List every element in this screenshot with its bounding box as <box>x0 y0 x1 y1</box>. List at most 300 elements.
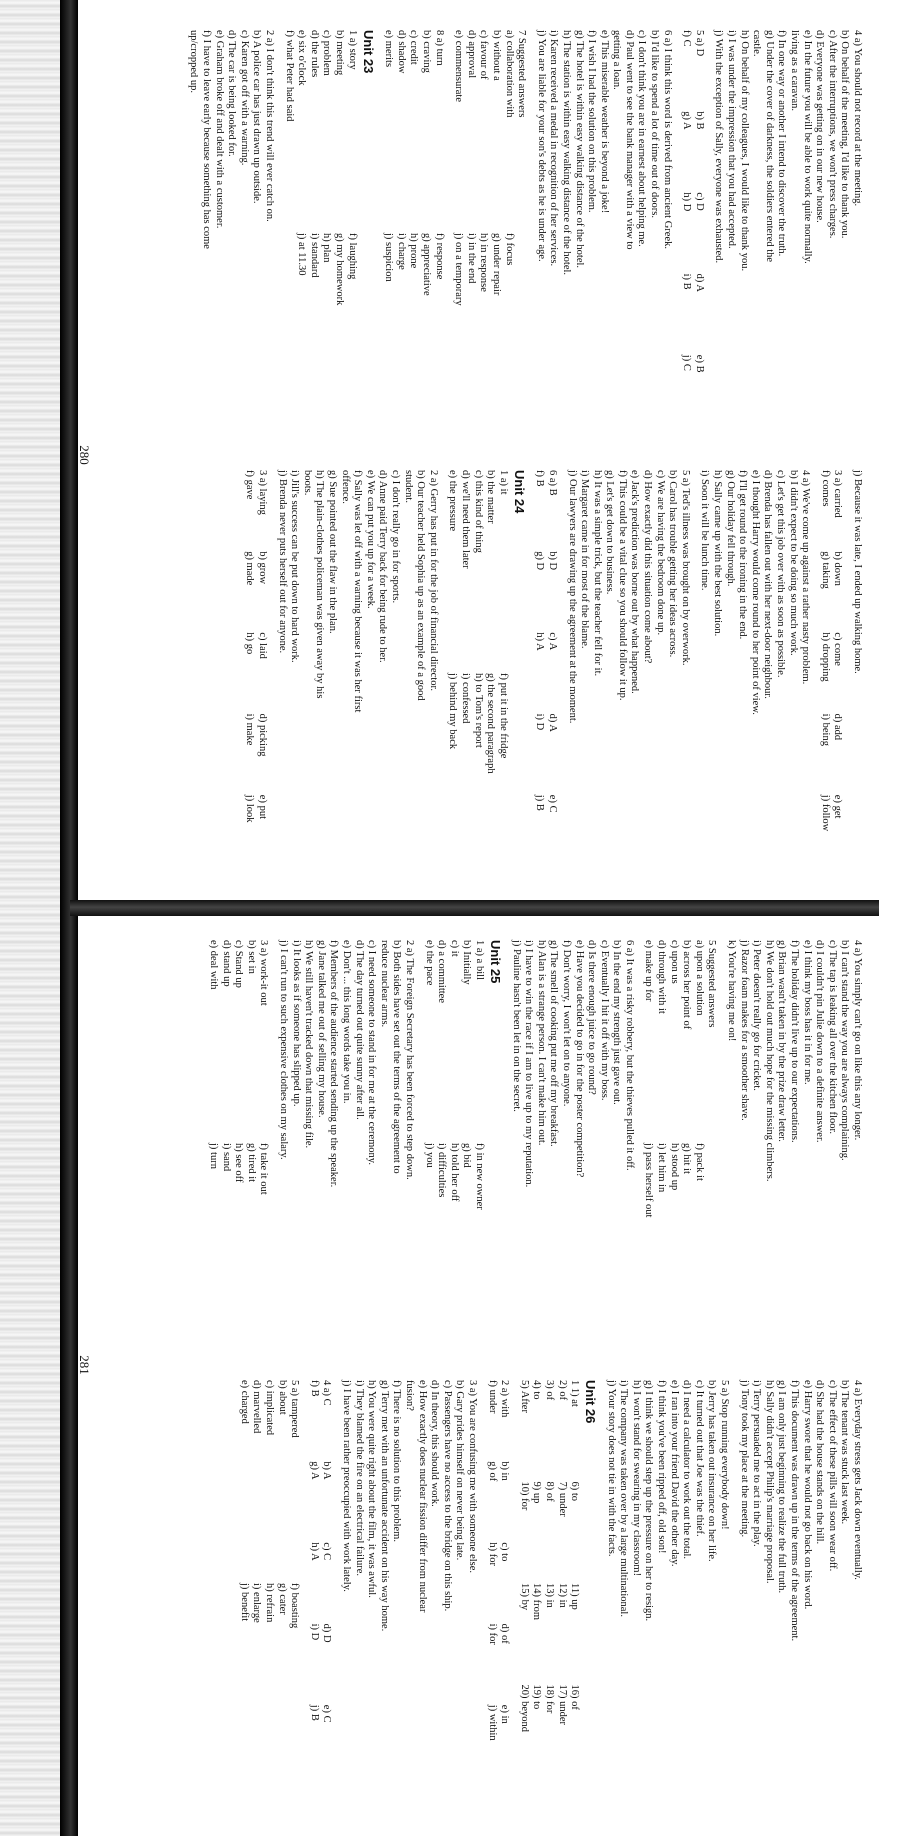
answer-line: 4 a) Everyday stress gets Jack down eventually. <box>852 1380 863 1580</box>
answer-cell: e) C <box>546 794 558 813</box>
answer-cell: 6 a) B <box>546 470 558 496</box>
answer-line: i) I was under the impression that you had accepted. <box>726 30 738 249</box>
answer-cell: c) implicated <box>264 1380 276 1436</box>
answer-cell: j) behind my back <box>447 673 459 750</box>
answer-line: h) I won't stand for swearing in my classroom! <box>630 1380 642 1577</box>
answer-cell: i) make <box>244 713 256 746</box>
answer-line: g) The smell of cooking put me off my breakfast. <box>548 940 560 1147</box>
answer-line: f) In one way or another I intend to discover the truth. <box>776 30 788 257</box>
answer-cell: 16) of <box>569 1684 581 1710</box>
answer-line: f) Don't worry, I won't let on to anyone. <box>560 940 572 1107</box>
answer-line: c) It turned out that Joe was the thief. <box>693 1380 705 1537</box>
answer-cell: g) tired it <box>245 1143 257 1183</box>
answer-cell: j) benefit <box>238 1583 250 1622</box>
answer-cell: j) B <box>308 1704 320 1721</box>
answer-line: 7 Suggested answers <box>516 30 528 118</box>
answer-line: f) This document was drawn up in the terms of the agreement. <box>789 1380 801 1642</box>
answer-cell: f) B <box>308 1380 320 1397</box>
answer-cell: h) A <box>308 1542 320 1561</box>
answer-line: b) Gary prides himself on never being late. <box>454 1380 466 1561</box>
spacer <box>843 470 850 870</box>
answer-cell: c) this kind of thing <box>472 470 484 553</box>
answer-cell: d) approval <box>465 30 477 79</box>
page-281-column-1 <box>110 940 863 1340</box>
answer-cell: j) at 11.30 <box>296 233 308 276</box>
answer-line: f) what Peter had said <box>283 30 295 122</box>
answer-cell: 9) up <box>531 1481 543 1504</box>
answer-line: e) Have you decided to go in for the poster competition? <box>573 940 585 1178</box>
answer-cell: b) the matter <box>485 470 497 524</box>
answer-cell: j) within <box>486 1704 498 1741</box>
answer-cell: 6) to <box>569 1481 581 1502</box>
unit-heading: Unit 26 <box>583 1380 599 1424</box>
answer-cell: c) to <box>499 1542 511 1562</box>
answer-line: f) I have to leave early because something has come <box>201 30 213 249</box>
answer-grid <box>307 1380 320 1780</box>
answer-line: e) I thought Harry would come round to her point of view. <box>749 470 761 715</box>
answer-cell: e) the pressure <box>447 470 459 532</box>
answer-line: i) They blamed the fire on an electrical failure. <box>353 1380 365 1577</box>
answer-grid <box>692 30 705 430</box>
answer-cell: b) meeting <box>334 30 346 76</box>
answer-cell: h) stood up <box>668 1143 680 1191</box>
unit-heading: Unit 25 <box>487 940 503 984</box>
answer-cell: d) through with it <box>656 940 668 1014</box>
answer-cell: h) prone <box>408 233 420 269</box>
answer-line: boots. <box>301 470 313 496</box>
answer-cell: b) craving <box>421 30 432 73</box>
answer-line: g) The hotel is within easy walking distance of the hotel. <box>573 30 585 269</box>
answer-cell: i) D <box>308 1623 320 1641</box>
answer-cell: c) D <box>693 192 705 211</box>
answer-line: d) Is there enough juice to go round? <box>586 940 598 1095</box>
answer-line: 4 a) We've come up against a rather nasty problem. <box>800 470 812 685</box>
answer-line: i) Jill's success can be put down to hard work. <box>289 470 301 663</box>
answer-line: living as a caravan. <box>789 30 801 112</box>
answer-cell: 18) for <box>543 1684 555 1714</box>
answer-grid <box>452 30 515 430</box>
answer-cell: b) Initially <box>461 940 473 985</box>
answer-cell: g) A <box>681 111 693 130</box>
answer-line: up/cropped up. <box>188 30 200 93</box>
answer-line: g) Let's get down to business. <box>604 470 616 595</box>
answer-line: g) Our holiday fell through. <box>724 470 736 587</box>
answer-grid <box>295 30 358 430</box>
answer-line: h) The station is within easy walking distance of the hotel. <box>560 30 572 276</box>
answer-cell: j) turn <box>208 1143 220 1169</box>
answer-cell: e) get <box>832 794 844 819</box>
spacer <box>269 940 276 1340</box>
book-spread <box>70 20 879 1816</box>
answer-line: fusion? <box>404 1380 415 1411</box>
answer-grid <box>243 470 256 870</box>
answer-line: h) On behalf of my colleagues, I would like to thank you. <box>738 30 750 272</box>
answer-cell: f) in new owner <box>473 1143 485 1210</box>
answer-line: f) This could be a vital clue so you should follow it up. <box>616 470 628 701</box>
answer-cell: g) bid <box>461 1143 473 1168</box>
answer-cell: 15) by <box>518 1583 530 1611</box>
answer-cell: i) charge <box>395 233 407 270</box>
answer-cell: b) without a <box>490 30 502 81</box>
answer-cell: j) you <box>423 1143 435 1168</box>
answer-line: h) The plain-clothes policeman was given away by his <box>314 470 326 699</box>
answer-cell: g) D <box>534 551 546 571</box>
answer-cell: h) go <box>244 632 256 655</box>
answer-cell: j) pass herself out <box>643 1143 655 1218</box>
answer-cell: 5 a) tampered <box>289 1380 301 1438</box>
spacer <box>635 940 642 1340</box>
spacer <box>332 1380 339 1780</box>
answer-cell: h) D <box>681 192 693 212</box>
answer-grid <box>237 1380 300 1780</box>
answer-cell: g) made <box>244 551 256 586</box>
answer-line: b) In the end my strength just gave out. <box>611 940 623 1105</box>
answer-cell: 1 1) at <box>569 1380 581 1407</box>
answer-cell: b) in <box>499 1461 511 1481</box>
unit-heading: Unit 23 <box>360 30 376 74</box>
answer-cell: i) B <box>681 273 693 290</box>
answer-cell: j) on a temporary <box>453 233 465 306</box>
answer-line: h) Sally came up with the best solution. <box>712 470 724 637</box>
answer-line: e) I ran into your friend David the other day. <box>668 1380 680 1567</box>
answer-line: i) Terry persuaded me to act in the play. <box>751 1380 763 1547</box>
answer-cell: e) B <box>693 354 705 373</box>
answer-line: reduce nuclear arms. <box>378 940 390 1028</box>
answer-line: h) You were quite right about the film, it was awful. <box>366 1380 378 1598</box>
answer-cell: d) picking <box>257 713 269 757</box>
answer-cell: h) plan <box>321 233 333 263</box>
answer-line: d) Paul went to see the bank manager with a view to <box>623 30 635 250</box>
answer-cell: c) Stand up <box>233 940 245 988</box>
answer-cell: 10) for <box>518 1481 530 1511</box>
answer-line: i) I have to win the race if I am to live up to my reputation. <box>523 940 535 1188</box>
answer-cell: e) merits <box>383 30 395 68</box>
answer-line: f) I'll get round to the ironing in the end. <box>737 470 749 640</box>
answer-line: b) Our teacher held Sophia up as an example of a good <box>415 470 427 701</box>
answer-cell: f) boasting <box>289 1583 301 1629</box>
answer-grid <box>831 470 844 870</box>
spacer <box>439 470 446 870</box>
answer-cell: b) set in <box>245 940 257 974</box>
answer-grid <box>422 940 485 1340</box>
answer-cell: i) standard <box>308 233 320 278</box>
spacer <box>415 940 422 1340</box>
spacer <box>478 1380 485 1780</box>
answer-cell: c) favour of <box>478 30 490 80</box>
answer-cell: 2 a) with <box>499 1380 511 1418</box>
answer-grid <box>818 470 831 870</box>
answer-cell: 11) up <box>569 1583 581 1610</box>
answer-line: h) Alan is a strange person. I can't make him out. <box>535 940 547 1146</box>
answer-cell: b) about <box>276 1380 288 1415</box>
answer-cell: b) D <box>546 551 558 571</box>
answer-line: c) I need someone to stand in for me at the ceremony. <box>366 940 378 1165</box>
answer-line: f) The holiday didn't live up to our expectations. <box>789 940 801 1143</box>
answer-cell: b) down <box>832 551 844 586</box>
answer-cell: 19) to <box>531 1684 543 1710</box>
answer-line: d) Brenda has fallen out with her next-door neighbour. <box>762 470 774 699</box>
answer-line: d) In theory, this should work. <box>429 1380 441 1507</box>
answer-cell: d) D <box>321 1623 333 1643</box>
answer-cell: b) across her point of <box>681 940 693 1030</box>
answer-grid <box>642 940 705 1340</box>
book-spine <box>70 900 879 916</box>
answer-line: c) We are having the bedroom done up. <box>654 470 666 636</box>
answer-line: j) You are liable for your son's debts as he is under age. <box>535 30 547 262</box>
answer-line: c) The effect of these pills will soon wear off. <box>826 1380 838 1572</box>
answer-grid <box>517 1380 580 1780</box>
spacer <box>558 470 565 870</box>
spacer <box>730 1380 737 1780</box>
answer-cell: h) refrain <box>264 1583 276 1623</box>
answer-cell: 8 a) turn <box>433 30 445 66</box>
answer-line: castle. <box>751 30 763 57</box>
spacer <box>275 30 282 430</box>
answer-cell: d) shadow <box>395 30 407 74</box>
answer-cell: i) confessed <box>459 673 471 724</box>
answer-line: e) In the future you will be able to work quite normally. <box>801 30 813 264</box>
answer-cell: b) A <box>321 1461 333 1480</box>
spacer <box>510 1380 517 1780</box>
answer-cell: 8) of <box>543 1481 555 1502</box>
answer-line: f) Sally was let off with a warning because it was her first <box>352 470 364 713</box>
answer-line: 4 a) You simply can't go on like this any longer. <box>852 940 863 1141</box>
answer-line: g) Brian wasn't taken in by the prize draw letter. <box>776 940 788 1142</box>
answer-line: b) Both sides have set out the terms of the agreement to <box>391 940 403 1174</box>
answer-grid <box>680 30 693 430</box>
answer-grid <box>320 1380 333 1780</box>
answer-line: e) Graham broke off and dealt with a customer. <box>213 30 225 229</box>
answer-cell: f) put it in the fridge <box>497 673 509 759</box>
answer-cell: i) difficulties <box>436 1143 448 1198</box>
answer-line: j) Pauline hasn't been let in on the secret. <box>510 940 522 1112</box>
answer-line: i) Soon it will be lunch time. <box>699 470 711 591</box>
answer-line: f) There is no solution to this problem. <box>391 1380 403 1542</box>
answer-line: c) After the interruptions, we won't press charges. <box>826 30 838 239</box>
answer-cell: h) in response <box>478 233 490 292</box>
answer-cell: 12) in <box>556 1583 568 1608</box>
answer-line: getting a loan. <box>611 30 623 90</box>
answer-cell: f) under <box>486 1380 498 1414</box>
answer-cell: d) marvelled <box>251 1380 263 1434</box>
answer-line: e) How exactly does nuclear fission differ from nuclear <box>416 1380 428 1613</box>
answer-line: c) The tap is leaking all over the kitchen floor. <box>826 940 838 1134</box>
answer-cell: e) in <box>499 1704 511 1724</box>
answer-line: f) Members of the audience started sending up the speaker. <box>328 940 340 1188</box>
answer-cell: i) D <box>534 713 546 731</box>
answer-cell: d) a committee <box>436 940 448 1003</box>
answer-line: i) Karen received a medal in recognition of her services. <box>548 30 560 267</box>
answer-cell: 1 a) a bill <box>473 940 485 980</box>
answer-cell: e) charged <box>238 1380 250 1424</box>
answer-cell: f) take it out <box>258 1143 270 1195</box>
answer-cell: i) sand <box>220 1143 232 1172</box>
answer-grid <box>545 470 558 870</box>
answer-line: h) We don't hold out much hope for the missing climbers. <box>763 940 775 1182</box>
answer-line: 6 a) I think this word is derived from ancient Greek. <box>661 30 673 249</box>
answer-line: 3 a) You are confusing me with someone else. <box>466 1380 478 1574</box>
answer-cell: g) appreciative <box>421 233 432 296</box>
answer-cell: 3 a) carried <box>832 470 844 518</box>
answer-line: j) Because it was late, I ended up walking home. <box>852 470 863 674</box>
answer-line: offence. <box>339 470 351 504</box>
answer-line: i) It looks as if someone has slipped up. <box>290 940 302 1107</box>
answer-line: f) I wish I had the solution on this problem. <box>586 30 598 213</box>
answer-line: d) The day turned out quite sunny after all. <box>353 940 365 1120</box>
answer-line: d) I need a calculator to work out the total. <box>681 1380 693 1560</box>
answer-line: e) We can put you up for a week. <box>364 470 376 609</box>
answer-line: e) I think my boss has it in for me. <box>801 940 813 1085</box>
page-281-column-2 <box>110 1380 863 1780</box>
answer-cell: c) come <box>832 632 844 666</box>
answer-cell: h) see off <box>233 1143 245 1183</box>
answer-cell: 3 a) laying <box>257 470 269 515</box>
answer-line: g) I think we should step up the pressure on her to resign. <box>643 1380 655 1622</box>
answer-line: d) How exactly did this situation come about? <box>642 470 654 664</box>
answer-cell: a) upon a solution <box>693 940 705 1016</box>
answer-grid <box>533 470 546 870</box>
answer-cell: j) suspicion <box>383 233 395 282</box>
answer-cell: h) told her off <box>448 1143 460 1202</box>
answer-cell: f) pack it <box>693 1143 705 1181</box>
answer-line: d) She had the house stands on the hill. <box>814 1380 826 1545</box>
answer-cell: e) six o'clock <box>296 30 308 86</box>
answer-line: g) Jane talked me out of selling my house. <box>315 940 327 1118</box>
answer-line: k) You're having me on! <box>726 940 738 1042</box>
answer-cell: e) make up for <box>643 940 655 1002</box>
answer-cell: 13) in <box>543 1583 555 1608</box>
answer-cell: f) gave <box>244 470 256 500</box>
page-number: 280 <box>77 445 92 465</box>
answer-cell: h) for <box>486 1542 498 1567</box>
answer-line: g) I am only just beginning to realize the full truth. <box>776 1380 788 1594</box>
answer-line: j) Our lawyers are drawing up the agreement at the moment. <box>566 470 578 724</box>
answer-line: 2 a) Gerry has put in for the job of financial director. <box>427 470 439 692</box>
answer-line: j) Tony took my place at the meeting. <box>738 1380 750 1538</box>
answer-cell: e) deal with <box>208 940 220 990</box>
answer-line: b) I'd like to spend a lot of time out of doors. <box>649 30 661 218</box>
answer-cell: 2) of <box>556 1380 568 1401</box>
answer-line: e) Jack's prediction was borne out by what happened. <box>629 470 641 694</box>
answer-cell: 17) under <box>556 1684 568 1726</box>
answer-cell: f) C <box>681 30 693 47</box>
answer-line: 2 a) I don't think this trend will ever catch on. <box>264 30 276 222</box>
page-281 <box>70 930 879 1800</box>
answer-line: b) I didn't expect to be doing so much work. <box>787 470 799 656</box>
answer-cell: d) A <box>693 273 705 292</box>
answer-cell: 3) of <box>543 1380 555 1401</box>
answer-grid <box>485 1380 510 1780</box>
answer-cell: g) the second paragraph <box>485 673 497 774</box>
answer-cell: d) the rules <box>308 30 320 78</box>
answer-line: i) Peter doesn't really go for cricket. <box>751 940 763 1091</box>
answer-grid <box>382 30 445 430</box>
spacer <box>527 30 534 430</box>
answer-line: student. <box>402 470 414 503</box>
answer-line: d) Everyone was getting on in our new house. <box>814 30 826 223</box>
answer-line: j) With the exception of Sally, everyone was exhausted. <box>713 30 725 264</box>
answer-cell: f) comes <box>819 470 831 507</box>
spacer <box>673 30 680 430</box>
answer-cell: c) upon us <box>668 940 680 984</box>
answer-cell: 1 a) it <box>497 470 509 495</box>
answer-cell: 5) After <box>518 1380 530 1413</box>
answer-line: 5 a) Stop running everybody down! <box>719 1380 731 1530</box>
answer-line: e) Don't ... this long words take you in. <box>341 940 353 1104</box>
answer-cell: 14) from <box>531 1583 543 1621</box>
answer-line: d) Anne paid Terry back for being rude to her. <box>377 470 389 663</box>
answer-line: b) Carol has trouble getting her ideas across. <box>667 470 679 658</box>
answer-line: j) Your story does not tie in with the facts. <box>605 1380 617 1557</box>
spacer <box>811 470 818 870</box>
answer-grid <box>446 470 509 870</box>
answer-line: b) On behalf of the meeting, I'd like to thank you. <box>839 30 851 239</box>
answer-line: j) Razor foam makes for a smoother shave. <box>738 940 750 1121</box>
answer-line: h) Sally didn't accept Philip's marriage proposal. <box>763 1380 775 1584</box>
answer-line: g) Sue pointed out the flaw in the plan. <box>327 470 339 634</box>
answer-line: h) We still haven't tracked down that missing file. <box>303 940 315 1149</box>
answer-cell: g) hit it <box>681 1143 693 1174</box>
spacer <box>705 30 712 430</box>
answer-cell: e) put <box>257 794 269 819</box>
unit-heading: Unit 24 <box>511 470 527 514</box>
answer-line: c) Let's get this job over with as soon as possible. <box>775 470 787 678</box>
answer-line: c) Eventually I hit it off with my boss. <box>598 940 610 1101</box>
answer-cell: g) cater <box>276 1583 288 1615</box>
answer-cell: h) A <box>534 632 546 651</box>
answer-grid <box>207 940 270 1340</box>
answer-cell: b) B <box>693 111 705 130</box>
answer-grid <box>255 470 268 870</box>
answer-cell: h) to Tom's report <box>472 673 484 748</box>
spacer <box>268 470 275 870</box>
answer-cell: i) in the end <box>465 233 477 284</box>
answer-cell: d) stand up <box>220 940 232 987</box>
answer-cell: d) add <box>832 713 844 741</box>
answer-line: e) Harry swore that he would not go back on his word. <box>801 1380 813 1610</box>
page-280-column-2 <box>110 470 863 870</box>
answer-line: i) The company was taken over by a large multinational. <box>618 1380 630 1617</box>
answer-cell: h) dropping <box>819 632 831 682</box>
answer-cell: c) problem <box>321 30 333 76</box>
answer-cell: b) grow <box>257 551 269 585</box>
answer-cell: c) A <box>546 632 558 651</box>
answer-line: 4 a) You should not record at the meeting. <box>852 30 863 207</box>
answer-cell: i) enlarge <box>251 1583 263 1623</box>
answer-line: b) I can't stand the way you are always complaining. <box>839 940 851 1161</box>
answer-line: c) Passengers have no access to the bridge on this ship. <box>441 1380 453 1612</box>
answer-line: b) A police car has just drawn up outside. <box>251 30 263 204</box>
answer-cell: 4) to <box>531 1380 543 1400</box>
answer-line: d) I couldn't pin Julie down to a definite answer. <box>814 940 826 1143</box>
answer-cell: g) under repair <box>490 233 502 296</box>
answer-line: 6 a) It was a risky robbery, but the thieves pulled it off. <box>623 940 635 1171</box>
answer-cell: 4 a) C <box>321 1380 333 1406</box>
answer-line: e) This miserable weather is beyond a joke! <box>598 30 610 214</box>
answer-line: g) Terry met with an unfortunate accident on his way home. <box>378 1380 390 1632</box>
answer-cell: e) the pace <box>423 940 435 986</box>
answer-line: 5 Suggested answers <box>706 940 718 1028</box>
answer-cell: f) B <box>534 470 546 487</box>
answer-line: j) Brenda never puts herself out for anyone. <box>276 470 288 654</box>
answer-line: c) Karen got off with a warning. <box>238 30 250 166</box>
answer-line: b) Jerry has taken out insurance on her life. <box>706 1380 718 1562</box>
answer-line: 2 a) The Foreign Secretary has been forced to step down. <box>404 940 415 1180</box>
answer-cell: j) C <box>681 354 693 371</box>
page-number: 281 <box>77 1355 92 1375</box>
answer-cell: 20) beyond <box>518 1684 530 1733</box>
answer-cell: f) focus <box>503 233 515 266</box>
